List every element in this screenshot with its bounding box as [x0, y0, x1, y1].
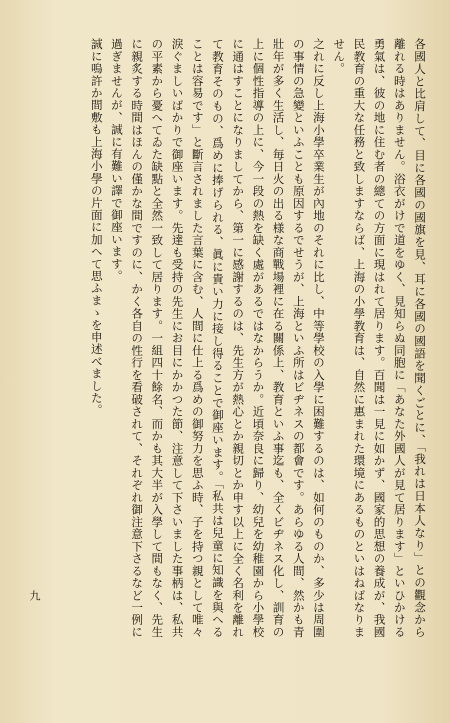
- paragraph-3: 誠に嗚許か間敷も上海小學の片面に加へて思ふまゝを申述べました。: [89, 38, 104, 417]
- paragraph-2: 之れに反し上海小學卒業生が內地のそれに比し、中等學校の入學に困難するのは、如何のものか、多少は周圍の事情の急變といふことも原因するでせうが、上海といふ所はビヂネスの都會です。あらゆる人間、然かも青壯年が多く生活し、毎日火の出る様な商戰場裡に在る關係上、教育といふ事迄も、全くビヂネス化し、訓育の上に個性指導の上に、今一段の熱を缺く處があるではなからうか。近頃奈良に歸り、幼兒を幼稚園から小學校に通はすことになりましてから、第一に感謝するのは、先生方が熱心とか親切とか申す以上に全く名利を離れて教育そのもの、爲めに捧げられる、眞に貴い力に接し得ることで御座います。「私共は兒童に知識を與へることは容易です」と斷言されました言葉に含む、人間に仕上る爲めの御努力を思ふ時、子を持つ親として唯々淚ぐましいばかりで御座います。先達も受持の先生にお目にかかつた節、注意して下さいました事柄は、私共の平素から憂へてゐた缺點と全然一致して居ります。一組四十餘名、而かも其大半が入學して間もなく、先生に親炙する時間はほんの僅かな間ですのに、かく各自の性行を看破されて、それぞれ御注意下さるなど一例に過ぎませんが、誠に有難い譯で御座います。: [109, 38, 326, 638]
- vertical-body-text: [20, 38, 430, 638]
- page-number: 九: [28, 590, 41, 601]
- paragraph-1: 各國人と比肩して、目に各國の國旗を見、耳に各國の國語を聞くごとに、「我れは日本人なり」との觀念から離れる時はありません。浴衣がけで道をゆく、見知らぬ同胞に「あなた外國人が見て居ります」といひかける勇氣は、彼の地に住む者の總ての方面に現はれて居ります。百聞は一見に如かず、國家的思想の養成が、我國民教育の重大な任務と致しますならば、上海の小學教育は、自然に惠まれた環境にあるものといはねばなりません。: [332, 38, 427, 638]
